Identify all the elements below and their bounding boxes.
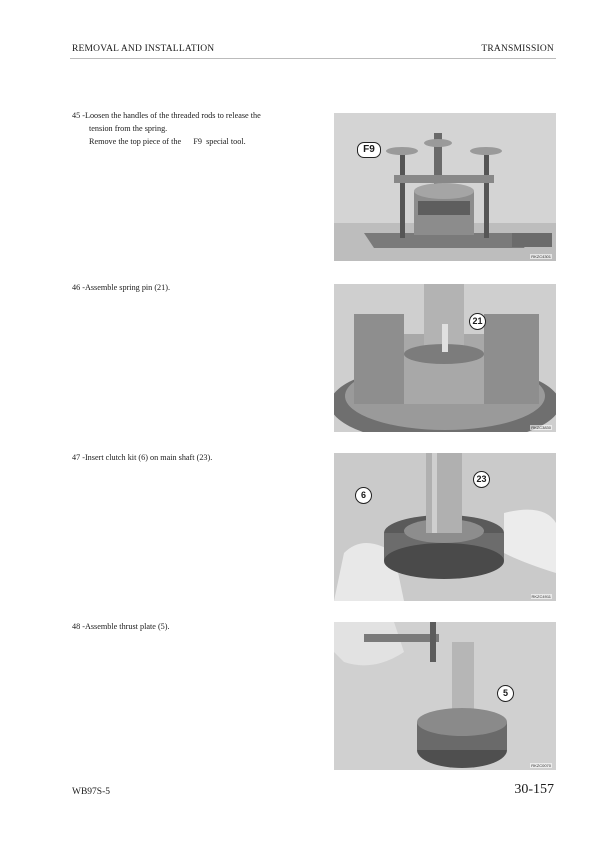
- step-46-line-1: 46 -Assemble spring pin (21).: [72, 283, 171, 292]
- step-46-photo: [334, 284, 556, 432]
- photo-code: RKZC4301: [531, 254, 551, 259]
- step-47-line-1: 47 -Insert clutch kit (6) on main shaft (23).: [72, 453, 213, 462]
- step-45-line-3: Remove the top piece of the F9 special tool.: [89, 137, 246, 146]
- step-48-text: [72, 620, 312, 633]
- step-48-line-1: 48 -Assemble thrust plate (5).: [72, 622, 170, 631]
- header-chapter-title: TRANSMISSION: [481, 44, 554, 54]
- step-45-line-2: tension from the spring.: [89, 124, 168, 133]
- step-47-photo: [334, 453, 556, 601]
- header-section-title: REMOVAL AND INSTALLATION: [72, 44, 215, 54]
- step-48-photo: [334, 622, 556, 770]
- step-45-line-1: 45 -Loosen the handles of the threaded rods to release the: [72, 111, 261, 120]
- callout-f9: F9: [357, 142, 381, 158]
- step-45-photo: [334, 113, 556, 261]
- step-46-text: [72, 281, 312, 294]
- callout-21: 21: [469, 313, 486, 330]
- callout-23: 23: [473, 471, 490, 488]
- footer-model: WB97S-5: [72, 787, 110, 797]
- step-47-text: [72, 451, 312, 464]
- photo-code: RKZC0070: [531, 763, 551, 768]
- header-rule: [70, 58, 556, 59]
- callout-5: 5: [497, 685, 514, 702]
- photo-code: RKZC4911: [531, 594, 551, 599]
- step-45-text: [72, 109, 312, 148]
- photo-code: RKZC3830: [531, 425, 551, 430]
- footer-page-number: 30-157: [514, 782, 554, 797]
- callout-6: 6: [355, 487, 372, 504]
